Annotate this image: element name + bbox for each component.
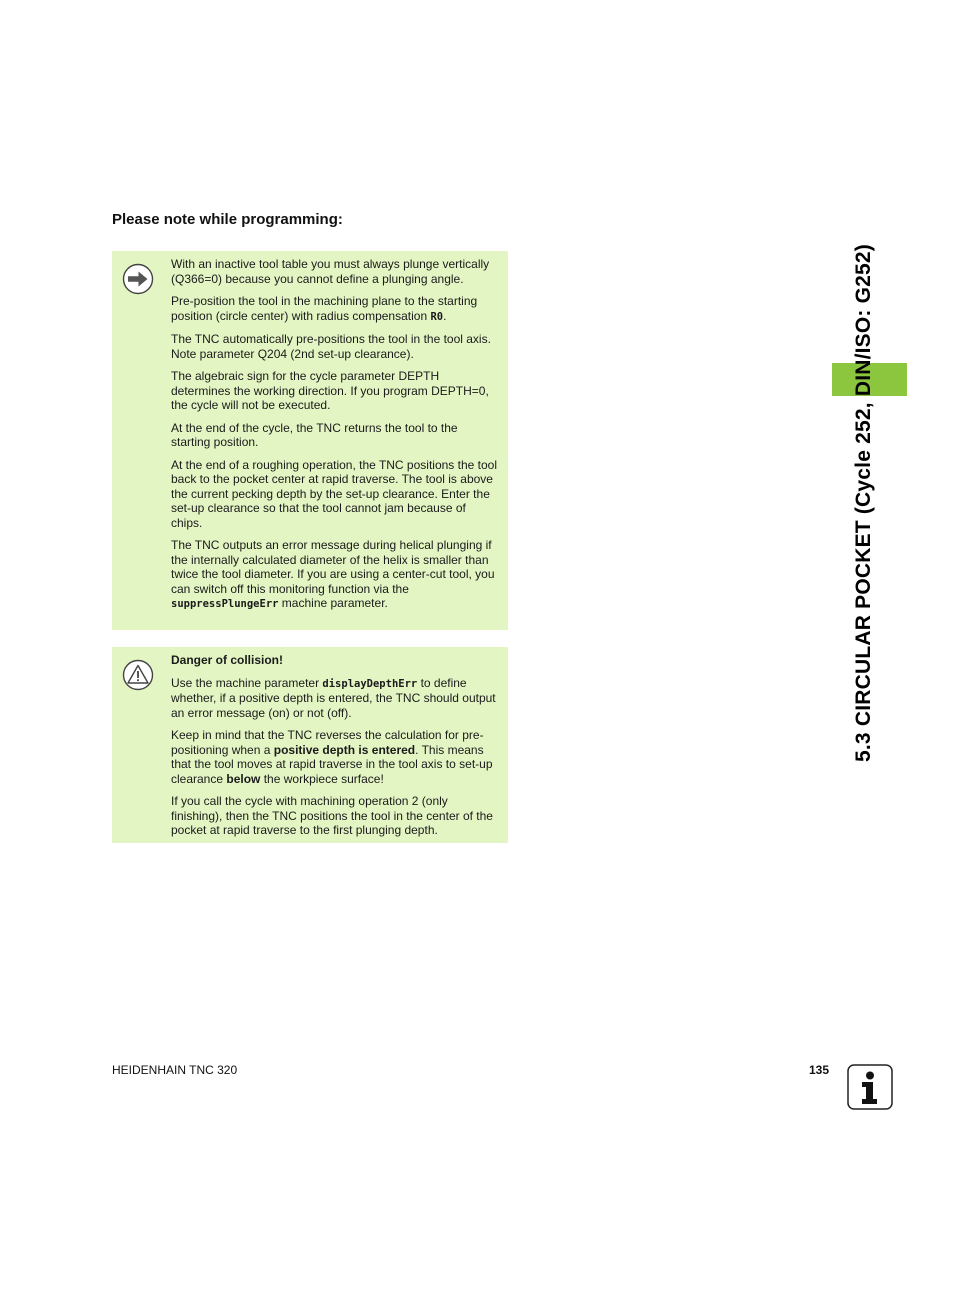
code-display-depth-err: displayDepthErr [322, 677, 418, 690]
info-paragraph-7: The TNC outputs an error message during helical plunging if the internally calculated diameter of the helix is smaller than twice the tool diameter. If you are using a center-cut tool, you can switch off this monitoring function via the suppressPlungeErr machine parameter. [171, 538, 495, 610]
info-paragraph-4: The algebraic sign for the cycle parameter DEPTH determines the working direction. If you program DEPTH=0, the cycle will not be executed. [171, 369, 489, 412]
warning-triangle-icon [122, 659, 154, 691]
info-icon [847, 1064, 893, 1110]
page-number: 135 [809, 1063, 830, 1077]
warning-paragraph-1: Use the machine parameter displayDepthErr to define whether, if a positive depth is entered, the TNC should output an error message (on) or not (off). [171, 675, 496, 720]
info-paragraph-2: Pre-position the tool in the machining plane to the starting position (circle center) with radius compensation R0. [171, 294, 478, 323]
info-note-box [112, 251, 508, 630]
warning-note-box [112, 647, 508, 843]
info-paragraph-6: At the end of a roughing operation, the TNC positions the tool back to the pocket center at rapid traverse. The tool is above the current pecking depth by the set-up clearance. Enter the set-up clearance so that the tool cannot jam because of chips. [171, 457, 497, 530]
info-paragraph-1: With an inactive tool table you must always plunge vertically (Q366=0) because you cannot define a plunging angle. [171, 257, 490, 286]
info-paragraph-5: At the end of the cycle, the TNC returns the tool to the starting position. [171, 420, 458, 449]
arrow-right-icon [122, 263, 154, 295]
code-suppress-plunge-err: suppressPlungeErr [171, 598, 279, 610]
chapter-side-title: 5.3 CIRCULAR POCKET (Cycle 252, DIN/ISO: G252) [852, 244, 875, 762]
info-paragraph-3: The TNC automatically pre-positions the tool in the tool axis. Note parameter Q204 (2nd set-up clearance). [171, 332, 491, 361]
footer-manual-title: HEIDENHAIN TNC 320 [112, 1063, 238, 1077]
warning-title: Danger of collision! [171, 653, 284, 667]
warning-paragraph-3: If you call the cycle with machining operation 2 (only finishing), then the TNC positions the tool in the center of the pocket at rapid traverse to the first plunging depth. [171, 794, 493, 837]
warning-paragraph-2: Keep in mind that the TNC reverses the calculation for pre-positioning when a positive depth is entered. This means that the tool moves at rapid traverse in the tool axis to set-up clearance below the workpiece surface! [171, 728, 493, 786]
code-r0: R0 [430, 310, 444, 323]
section-heading: Please note while programming: [112, 211, 343, 228]
